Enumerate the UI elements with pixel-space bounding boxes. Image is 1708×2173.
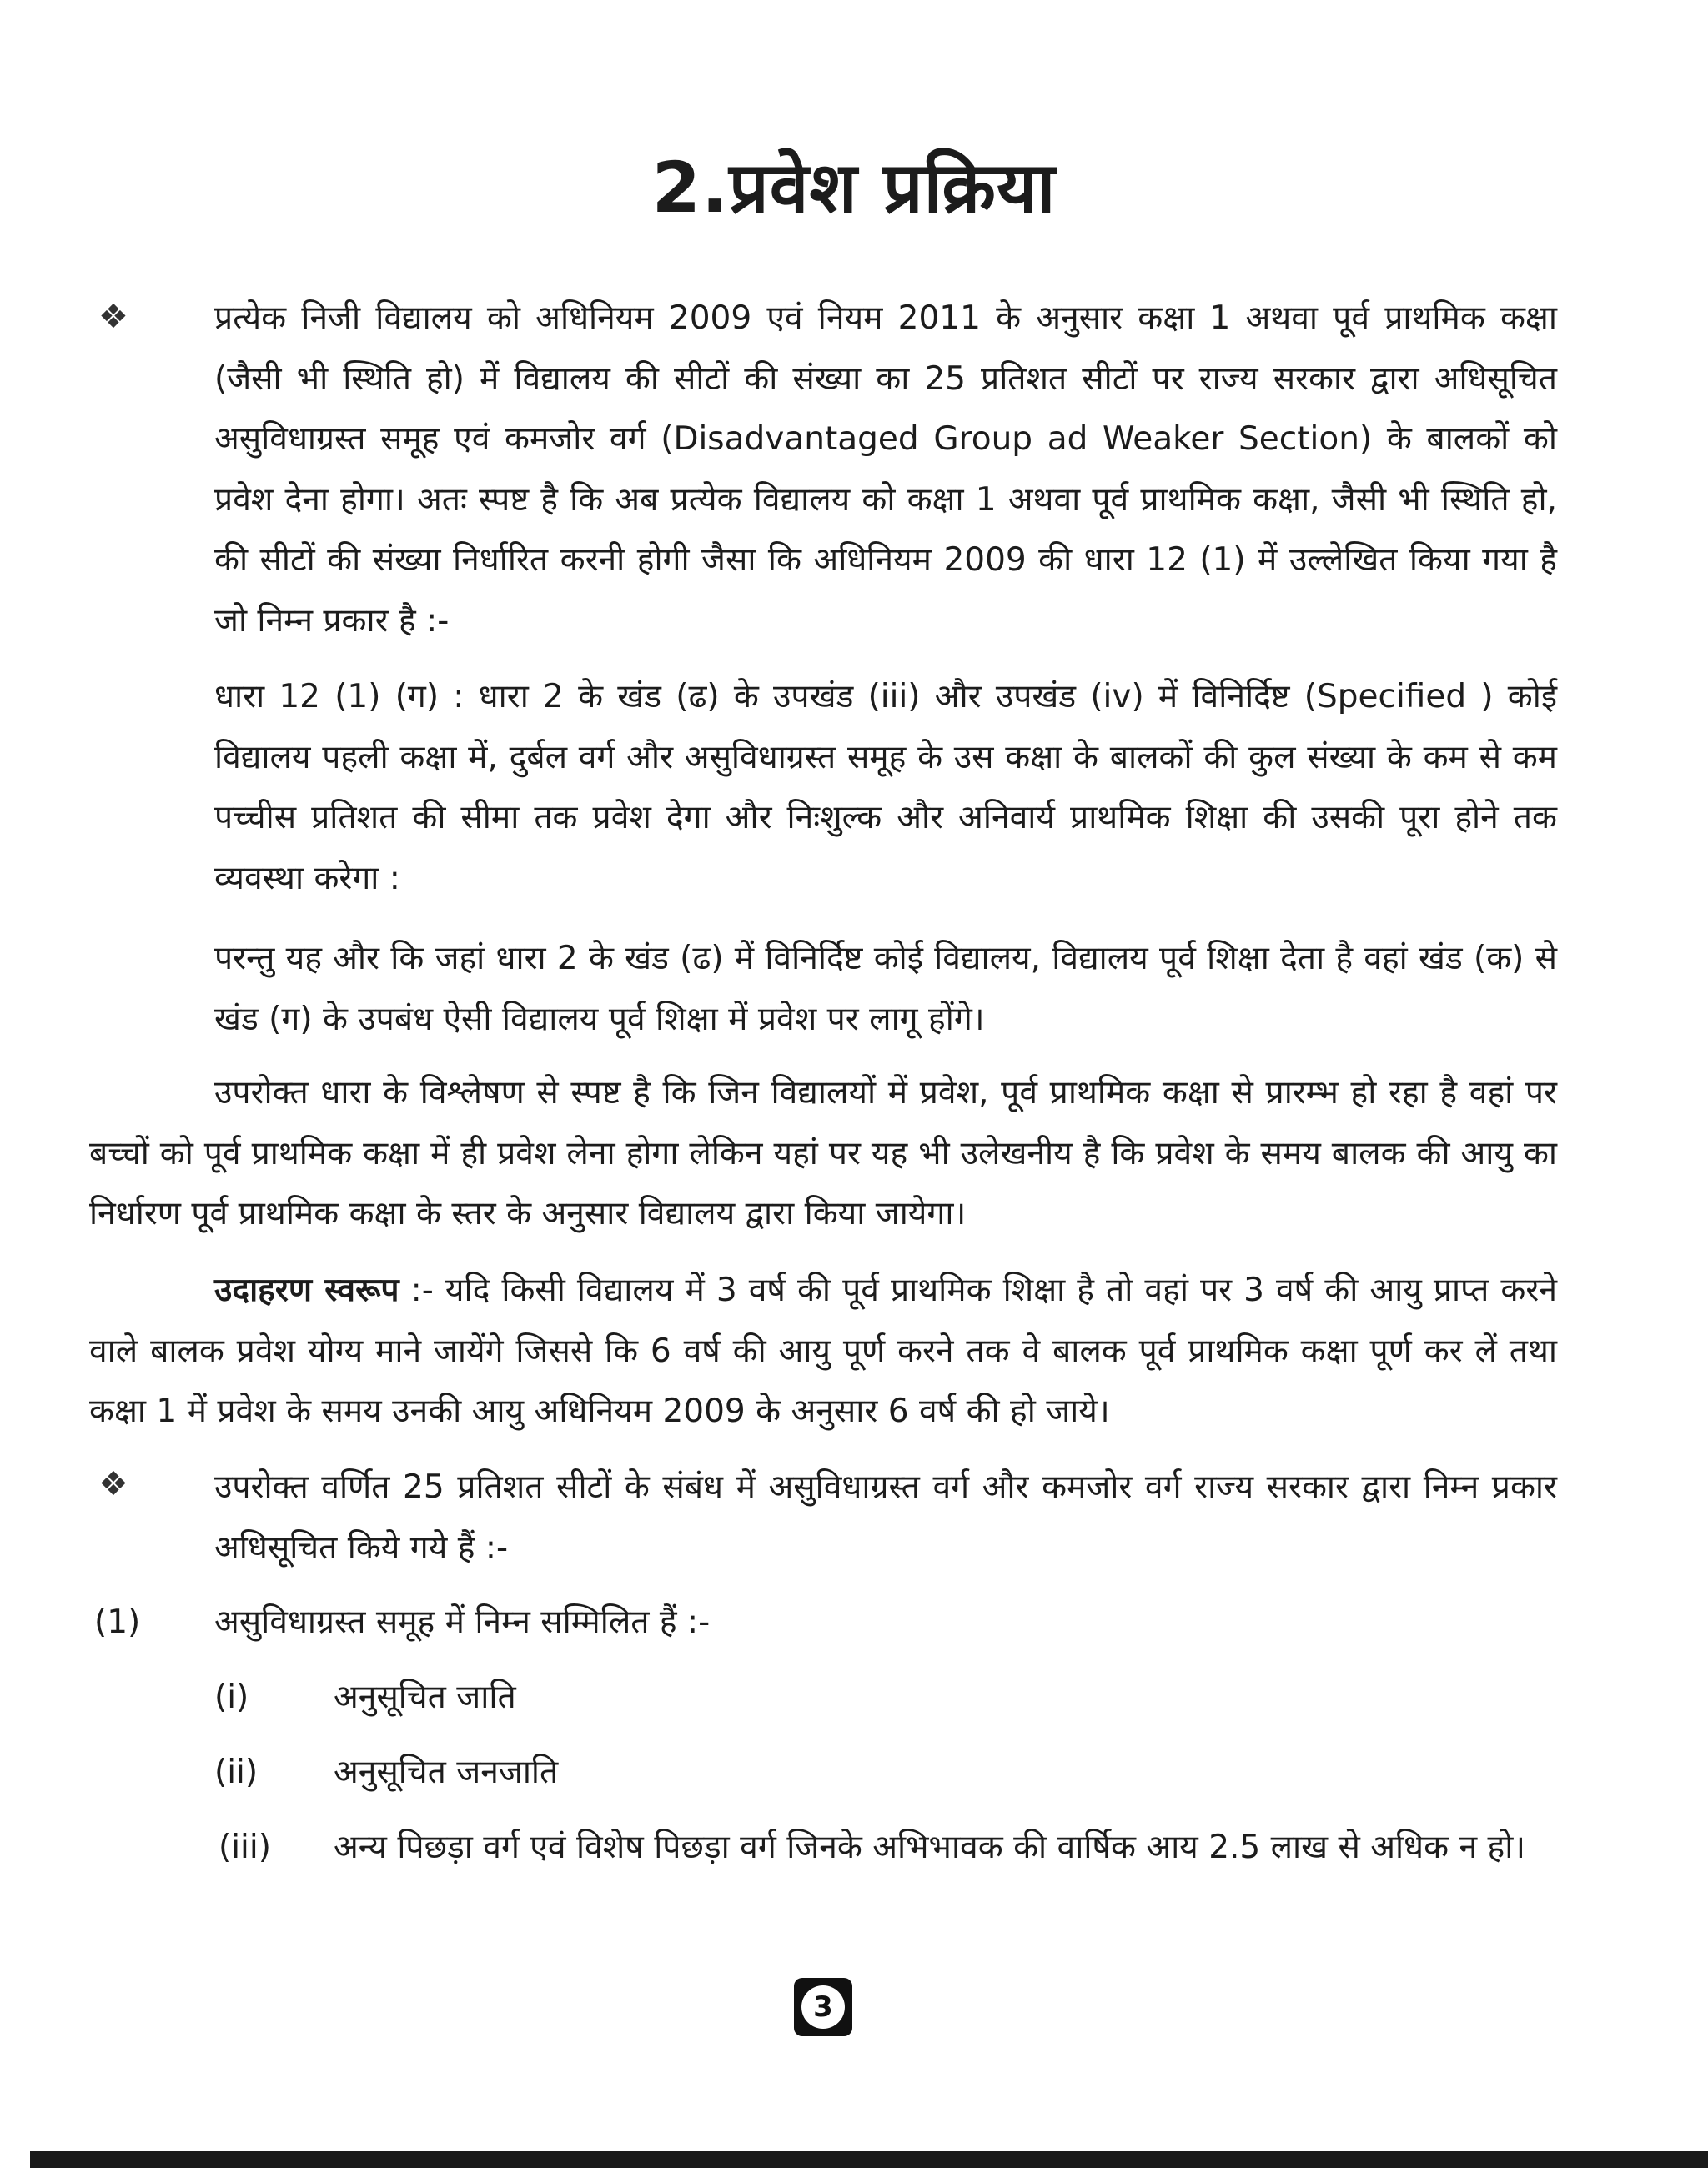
page-number: 3 <box>801 1985 845 2029</box>
paragraph-section-12: धारा 12 (1) (ग) : धारा 2 के खंड (ढ) के उपखंड (iii) और उपखंड (iv) में विनिर्दिष्ट (Specified ) कोई विद्यालय पहली कक्षा में, दुर्बल वर्ग और असुविधाग्रस्त समूह के उस कक्षा के बालकों की कुल संख्या के कम से कम पच्चीस प्रतिशत की सीमा तक प्रवेश देगा और निःशुल्क और अनिवार्य प्राथमिक शिक्षा की उसकी पूरा होने तक व्यवस्था करेगा : <box>214 678 1557 897</box>
list-number: (1) <box>94 1603 141 1641</box>
list-item: अनुसूचित जाति <box>334 1679 516 1716</box>
list-item: अनुसूचित जनजाति <box>334 1754 559 1791</box>
paragraph-example <box>89 1261 1557 1443</box>
page-number-badge <box>794 1978 852 2036</box>
list-item: अन्य पिछड़ा वर्ग एवं विशेष पिछड़ा वर्ग जिनके अभिभावक की वार्षिक आय 2.5 लाख से अधिक न हो। <box>334 1829 1526 1866</box>
list-heading: असुविधाग्रस्त समूह में निम्न सम्मिलित हैं :- <box>214 1603 711 1641</box>
paragraph-proviso: परन्तु यह और कि जहां धारा 2 के खंड (ढ) में विनिर्दिष्ट कोई विद्यालय, विद्यालय पूर्व शिक्षा देता है वहां खंड (क) से खंड (ग) के उपबंध ऐसी विद्यालय पूर्व शिक्षा में प्रवेश पर लागू होंगे। <box>214 940 1557 1038</box>
page-title: 2.प्रवेश प्रक्रिया <box>651 147 1057 228</box>
bullet-icon: ❖ <box>98 298 128 336</box>
example-text: :- यदि किसी विद्यालय में 3 वर्ष की पूर्व प्राथमिक शिक्षा है तो वहां पर 3 वर्ष की आयु प्राप्त करने वाले बालक प्रवेश योग्य माने जायेंगे जिससे कि 6 वर्ष की आयु पूर्ण करने तक वे बालक पूर्व प्राथमिक कक्षा पूर्ण कर लें तथा कक्षा 1 में प्रवेश के समय उनकी आयु अधिनियम 2009 के अनुसार 6 वर्ष की हो जाये। <box>89 1272 1557 1430</box>
paragraph-admission-quota: प्रत्येक निजी विद्यालय को अधिनियम 2009 एवं नियम 2011 के अनुसार कक्षा 1 अथवा पूर्व प्राथमिक कक्षा (जैसी भी स्थिति हो) में विद्यालय की सीटों की संख्या का 25 प्रतिशत सीटों पर राज्य सरकार द्वारा अधिसूचित असुविधाग्रस्त समूह एवं कमजोर वर्ग (Disadvantaged Group ad Weaker Section) के बालकों को प्रवेश देना होगा। अतः स्पष्ट है कि अब प्रत्येक विद्यालय को कक्षा 1 अथवा पूर्व प्राथमिक कक्षा, जैसी भी स्थिति हो, की सीटों की संख्या निर्धारित करनी होगी जैसा कि अधिनियम 2009 की धारा 12 (1) में उल्लेखित किया गया है जो निम्न प्रकार है :- <box>214 299 1557 640</box>
list-item-marker: (i) <box>214 1679 249 1716</box>
bottom-border <box>30 2151 1708 2168</box>
example-label: उदाहरण स्वरूप <box>214 1272 399 1309</box>
paragraph-analysis: उपरोक्त धारा के विश्लेषण से स्पष्ट है कि जिन विद्यालयों में प्रवेश, पूर्व प्राथमिक कक्षा से प्रारम्भ हो रहा है वहां पर बच्चों को पूर्व प्राथमिक कक्षा में ही प्रवेश लेना होगा लेकिन यहां पर यह भी उलेखनीय है कि प्रवेश के समय बालक की आयु का निर्धारण पूर्व प्राथमिक कक्षा के स्तर के अनुसार विद्यालय द्वारा किया जायेगा। <box>89 1074 1557 1232</box>
list-item-marker: (iii) <box>219 1829 271 1866</box>
bullet-icon: ❖ <box>98 1465 128 1503</box>
paragraph-notified-groups: उपरोक्त वर्णित 25 प्रतिशत सीटों के संबंध में असुविधाग्रस्त वर्ग और कमजोर वर्ग राज्य सरकार द्वारा निम्न प्रकार अधिसूचित किये गये हैं :- <box>214 1468 1557 1567</box>
list-item-marker: (ii) <box>214 1754 259 1791</box>
